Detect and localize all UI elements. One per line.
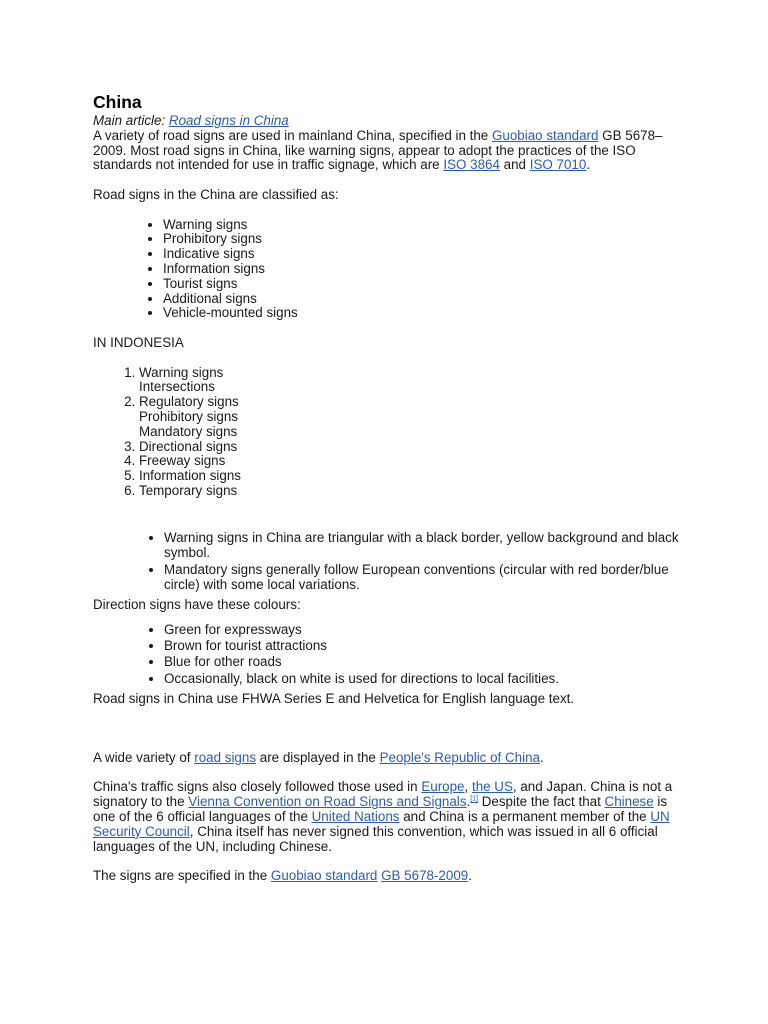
traffic-signs-paragraph	[93, 780, 683, 854]
fonts-paragraph: Road signs in China use FHWA Series E and Helvetica for English language text.	[93, 691, 575, 707]
list-item-label: Freeway signs	[139, 453, 226, 469]
text-span: A wide variety of	[93, 749, 195, 765]
list-item: • Occasionally, black on white is used for directions to local facilities.	[164, 671, 683, 686]
vienna-convention-link[interactable]: Vienna Convention on Road Signs and Signals	[188, 794, 467, 810]
list-item: • Indicative signs	[163, 247, 683, 262]
guobiao-standard-link-2[interactable]: Guobiao standard	[270, 868, 378, 884]
list-item	[139, 484, 683, 499]
list-item-label: Warning signs	[139, 364, 224, 380]
classified-intro: Road signs in the China are classified as:	[93, 186, 339, 202]
road-signs-in-china-link[interactable]: Road signs in China	[168, 113, 289, 128]
list-item	[139, 395, 683, 439]
prc-link[interactable]: People's Republic of China	[379, 749, 540, 765]
list-item	[139, 454, 683, 469]
list-item: • Warning signs	[163, 218, 683, 233]
list-item: • Brown for tourist attractions	[164, 638, 683, 653]
gb-5678-2009-link[interactable]: GB 5678-2009	[381, 868, 469, 884]
list-item: • Information signs	[163, 262, 683, 277]
main-article-note	[93, 114, 683, 129]
list-item: • Prohibitory signs	[163, 232, 683, 247]
list-item: • Warning signs in China are triangular with a black border, yellow background and black symbol.	[164, 530, 683, 560]
iso-7010-link[interactable]: ISO 7010	[529, 157, 587, 173]
chinese-link[interactable]: Chinese	[604, 794, 654, 810]
guobiao-standard-link[interactable]: Guobiao standard	[491, 127, 599, 143]
the-us-link[interactable]: the US	[471, 779, 513, 795]
list-item: • Mandatory signs generally follow European conventions (circular with red border/blue circle) with some local variations.	[164, 562, 683, 592]
list-item: • Additional signs	[163, 292, 683, 307]
road-signs-link[interactable]: road signs	[194, 749, 257, 765]
europe-link[interactable]: Europe	[421, 779, 465, 795]
text-span: A variety of road signs are used in mainland China, specified in the	[93, 127, 492, 143]
sign-classes-list	[93, 218, 683, 322]
indonesia-signs-list	[93, 366, 683, 499]
direction-colours-list	[93, 622, 683, 686]
united-nations-link[interactable]: United Nations	[311, 809, 400, 825]
text-span: Despite the fact that	[478, 794, 605, 810]
section-heading: China	[93, 92, 142, 112]
intro-paragraph	[93, 129, 683, 173]
text-span: .	[539, 749, 544, 765]
list-item: • Vehicle-mounted signs	[163, 306, 683, 321]
specified-paragraph	[93, 869, 683, 884]
list-item-label: Information signs	[139, 468, 241, 484]
list-item-label: Directional signs	[139, 438, 238, 454]
iso-3864-link[interactable]: ISO 3864	[443, 157, 500, 173]
list-item	[139, 366, 683, 396]
text-span: and China is a permanent member of the	[399, 809, 651, 825]
text-span: is one of the 6 official languages of the	[93, 794, 668, 825]
list-item: • Green for expressways	[164, 622, 683, 637]
list-item-label: Regulatory signs	[139, 394, 239, 410]
list-item-label: Temporary signs	[139, 482, 238, 498]
text-span: .	[466, 794, 471, 810]
list-item: • Tourist signs	[163, 277, 683, 292]
reference-1-link[interactable]: [1]	[470, 795, 478, 803]
text-span: GB 5678–2009. Most road signs in China, like warning signs, appear to adopt the practices of the ISO standards not intended for use in traffic signage, which are	[93, 127, 663, 173]
list-item	[139, 469, 683, 484]
text-span: and	[499, 157, 530, 173]
sub-item: Intersections	[139, 379, 215, 395]
sub-item: Prohibitory signs	[139, 408, 238, 424]
variety-paragraph	[93, 751, 683, 766]
sub-item: Mandatory signs	[139, 423, 238, 439]
text-span: are displayed in the	[256, 749, 380, 765]
text-span: ,	[464, 779, 472, 795]
document-body	[93, 93, 683, 884]
text-span: , and Japan. China is not a signatory to the	[93, 779, 673, 810]
text-span: China's traffic signs also closely followed those used in	[93, 779, 422, 795]
text-span: , China itself has never signed this convention, which was issued in all 6 official languages of the UN, including Chinese.	[93, 823, 658, 854]
text-span: .	[586, 157, 591, 173]
text-span: The signs are specified in the	[93, 868, 271, 884]
direction-intro: Direction signs have these colours:	[93, 596, 301, 612]
text-span: .	[468, 868, 472, 884]
sign-notes-list	[93, 530, 683, 592]
list-item: • Blue for other roads	[164, 654, 683, 669]
list-item	[139, 440, 683, 455]
un-security-council-link[interactable]: UN Security Council	[93, 809, 670, 839]
main-article-prefix: Main article:	[93, 113, 169, 128]
indonesia-heading: IN INDONESIA	[93, 334, 184, 350]
